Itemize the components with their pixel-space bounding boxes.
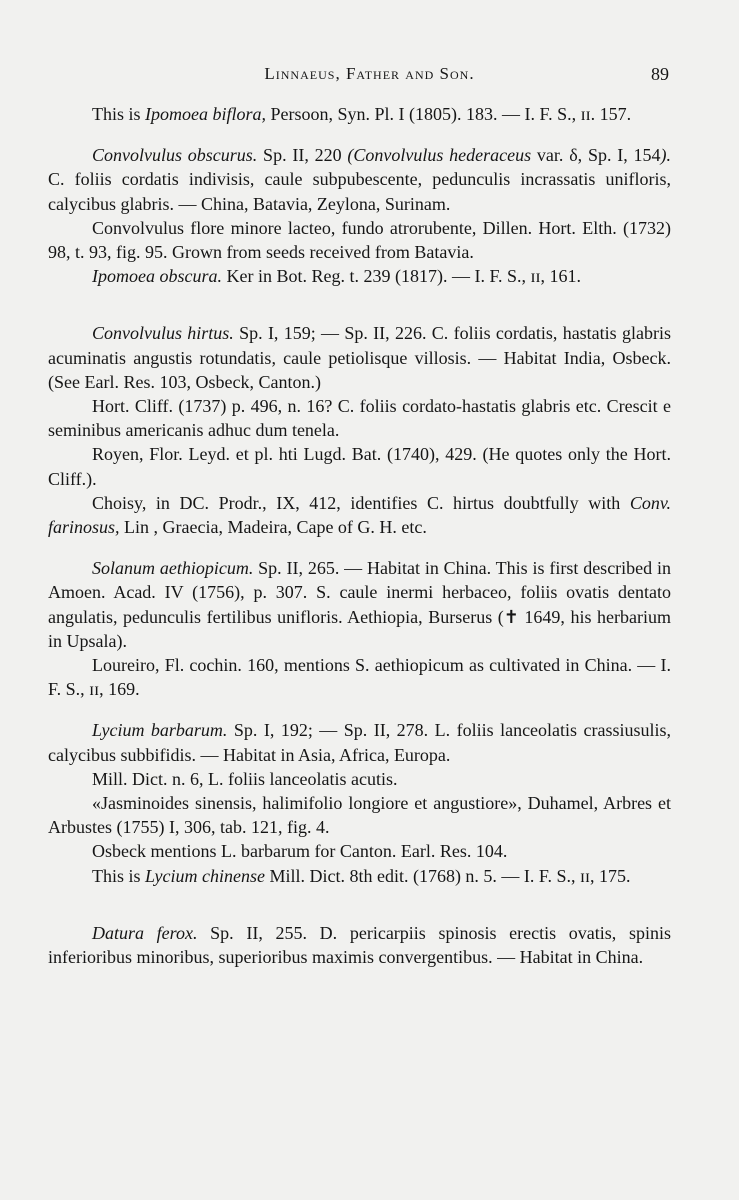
text-segment: var. δ, Sp. I, 154 bbox=[531, 145, 661, 166]
paragraph-p8 bbox=[48, 491, 671, 539]
paragraph-p13 bbox=[48, 791, 671, 839]
italic-text: Solanum aethiopicum. bbox=[92, 558, 254, 579]
paragraph-p15 bbox=[48, 864, 671, 888]
italic-text: Convolvulus obscurus. bbox=[92, 145, 258, 166]
italic-text: Ipomoea obscura. bbox=[92, 266, 222, 287]
text-segment: Sp. I, 159; — Sp. II, 226. C. foliis cordatis, hastatis glabris acuminatis angustis rotundatis, caule petiolisque villosis. — Habitat India, Osbeck. (See Earl. Res. 103, Osbeck, Canton.) bbox=[48, 323, 671, 392]
text-segment: This is bbox=[92, 865, 146, 886]
text-segment: Choisy, in DC. Prodr., IX, 412, identifies C. hirtus doubtfully with bbox=[92, 492, 630, 513]
text-segment: Royen, Flor. Leyd. et pl. hti Lugd. Bat. (1740), 429. (He quotes only the Hort. Cliff.). bbox=[48, 444, 671, 489]
body-text bbox=[48, 102, 671, 969]
text-segment: Mill. Dict. n. 6, L. foliis lanceolatis acutis. bbox=[92, 768, 398, 789]
paragraph-p16 bbox=[48, 921, 671, 969]
paragraph-p9 bbox=[48, 556, 671, 653]
text-segment: C. foliis cordatis indivisis, caule subpubescente, pedunculis incrassatis unifloris, calycibus glabris. — China, Batavia, Zeylona, Surinam. bbox=[48, 169, 671, 214]
text-segment: Lin , Graecia, Madeira, Cape of G. H. etc. bbox=[119, 517, 427, 538]
text-segment: Osbeck mentions L. barbarum for Canton. Earl. Res. 104. bbox=[92, 841, 508, 862]
paragraph-p1 bbox=[48, 102, 671, 126]
paragraph-p7 bbox=[48, 442, 671, 490]
paragraph-p5 bbox=[48, 321, 671, 394]
italic-text: Conv. farinosus, bbox=[48, 492, 671, 538]
italic-text: Convolvulus hirtus. bbox=[92, 323, 234, 344]
text-segment: Sp. I, 192; — Sp. II, 278. L. foliis lanceolatis crassiusulis, calycibus subbifidis. — Habitat in Asia, Africa, Europa. bbox=[48, 720, 671, 765]
italic-text: (Convolvulus hederaceus bbox=[347, 145, 532, 166]
paragraph-p12 bbox=[48, 767, 671, 791]
paragraph-p6 bbox=[48, 394, 671, 442]
page-header bbox=[0, 64, 739, 88]
text-segment: Sp. II, 255. D. pericarpiis spinosis erectis ovatis, spinis inferioribus minoribus, superioribus maximis convergentibus. — Habitat in China. bbox=[48, 922, 671, 968]
running-title: Linnaeus, Father and Son. bbox=[264, 64, 475, 83]
paragraph-p4 bbox=[48, 264, 671, 288]
paragraph-p3 bbox=[48, 216, 671, 264]
page-number: 89 bbox=[651, 64, 669, 84]
italic-text: Lycium chinense bbox=[145, 865, 265, 886]
text-segment: Convolvulus flore minore lacteo, fundo atrorubente, Dillen. Hort. Elth. (1732) 98, t. 93, fig. 95. Grown from seeds received from Batavia. bbox=[48, 217, 671, 263]
text-segment: Sp. II, 265. — Habitat in China. This is first described in Amoen. Acad. IV (1756), p. 307. S. caule inermi herbaceo, foliis ovatis dentato angulatis, pedunculis fertilibus unifloris. Aethiopia, Burserus (✝ 1649, his herbarium in Upsala). bbox=[48, 558, 672, 651]
text-segment: Mill. Dict. 8th edit. (1768) n. 5. — I. F. S., ɪɪ, 175. bbox=[264, 865, 631, 886]
italic-text: Lycium barbarum. bbox=[92, 720, 228, 741]
text-segment: Persoon, Syn. Pl. I (1805). 183. — I. F. S., ɪɪ. 157. bbox=[266, 104, 632, 124]
italic-text: ). bbox=[660, 145, 672, 166]
text-segment: «Jasminoides sinensis, halimifolio longiore et angustiore», Duhamel, Arbres et Arbustes (1755) I, 306, tab. 121, fig. 4. bbox=[48, 793, 671, 838]
text-segment: Sp. II, 220 bbox=[257, 145, 348, 166]
paragraph-p10 bbox=[48, 653, 671, 701]
italic-text: Datura ferox. bbox=[92, 922, 198, 943]
paragraph-p2 bbox=[48, 143, 671, 216]
paragraph-p11 bbox=[48, 718, 671, 766]
text-segment: Hort. Cliff. (1737) p. 496, n. 16? C. foliis cordato-hastatis glabris etc. Crescit e seminibus americanis adhuc dum tenela. bbox=[48, 396, 671, 441]
text-segment: This is bbox=[92, 104, 146, 124]
italic-text: Ipomoea biflora, bbox=[145, 104, 267, 124]
paragraph-p14 bbox=[48, 839, 671, 863]
text-segment: Ker in Bot. Reg. t. 239 (1817). — I. F. S., ɪɪ, 161. bbox=[221, 266, 582, 287]
text-segment: Loureiro, Fl. cochin. 160, mentions S. aethiopicum as cultivated in China. — I. F. S., ɪɪ, 169. bbox=[48, 655, 671, 700]
